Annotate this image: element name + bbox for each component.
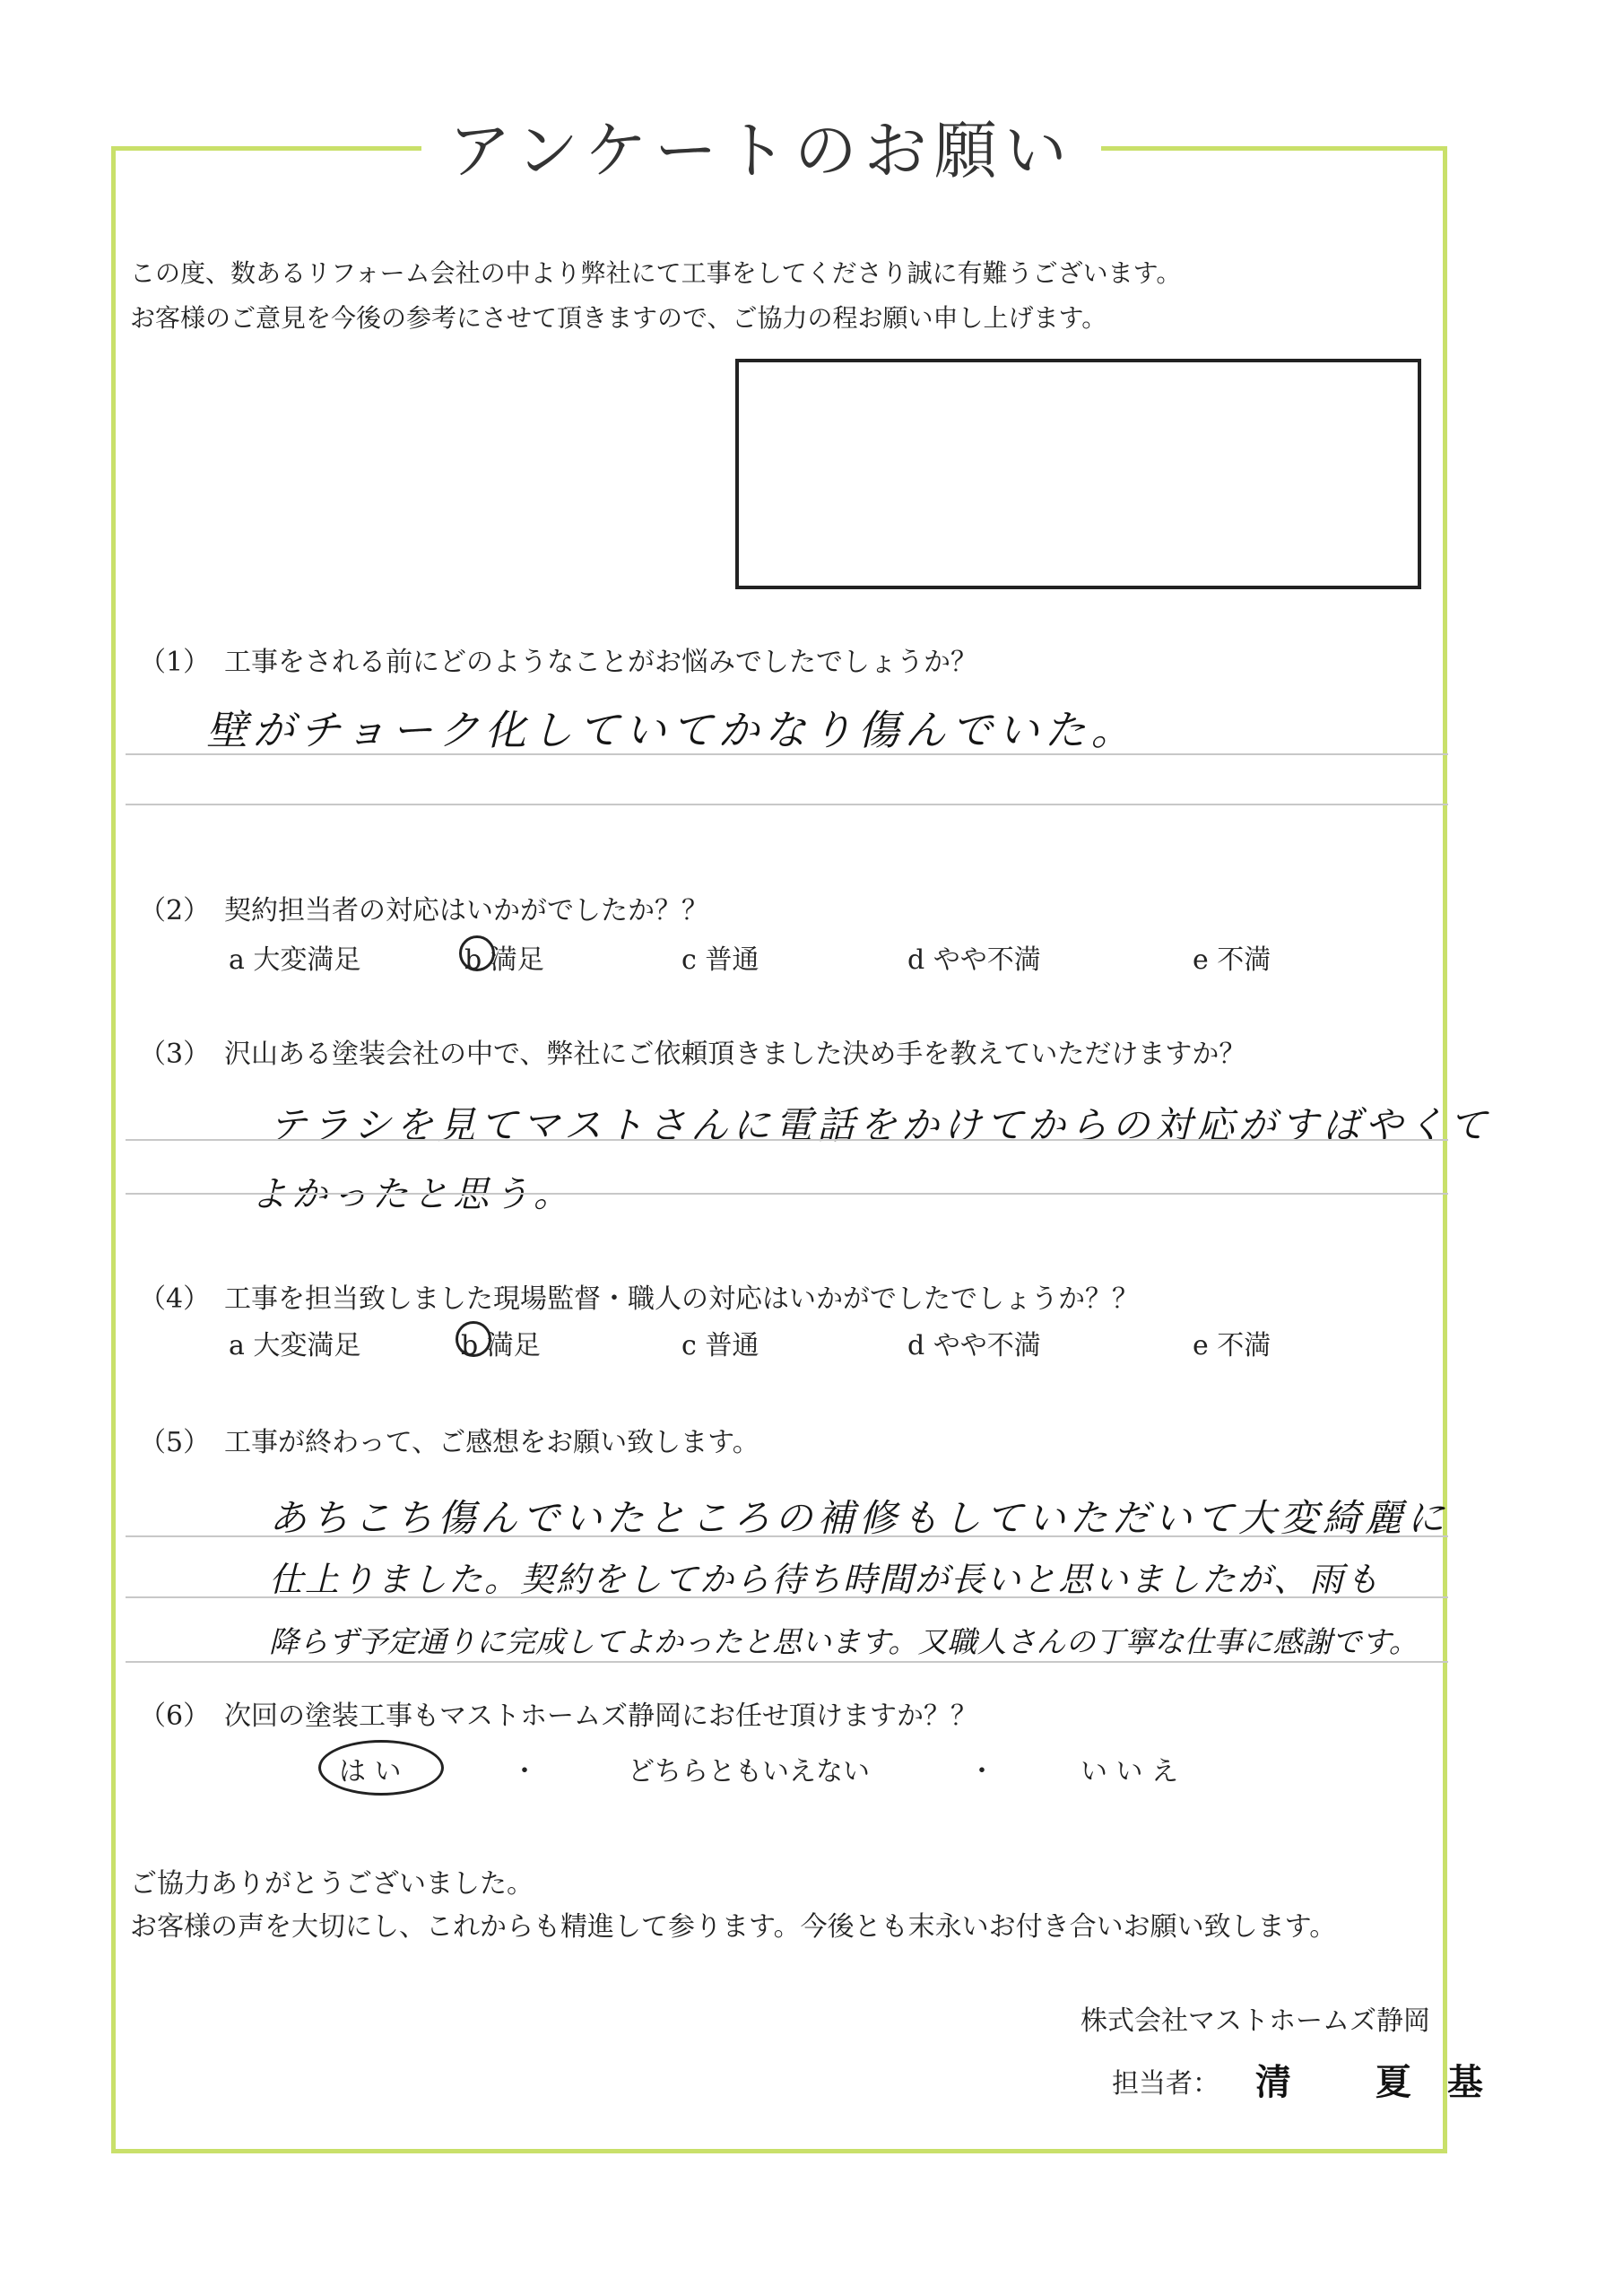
page-title: アンケートのお願い — [421, 106, 1101, 196]
answer-5-line-1: あちこち傷んでいたところの補修もしていただいて大変綺麗に — [269, 1496, 1450, 1540]
option-d: d やや不満 — [907, 944, 1041, 976]
option-neither: どちらともいえない — [628, 1756, 870, 1787]
question-number: （1） — [139, 647, 211, 678]
question-1 — [139, 639, 977, 679]
answer-3-line-1: テラシを見てマストさんに電話をかけてからの対応がすばやくて — [269, 1103, 1492, 1147]
question-2 — [139, 888, 708, 927]
staff-name: 清 夏基 — [1255, 2061, 1519, 2103]
question-text: 工事をされる前にどのようなことがお悩みでしたでしょうか？ — [224, 647, 977, 678]
option-c: c 普通 — [681, 944, 759, 976]
option-no: い い え — [1081, 1756, 1179, 1787]
answer-1: 壁がチョーク化していてかなり傷んでいた。 — [206, 706, 1138, 754]
question-number: （2） — [139, 895, 211, 926]
answer-line — [126, 804, 1448, 805]
answer-3-line-2: よかったと思う。 — [251, 1174, 574, 1215]
option-e: e 不満 — [1193, 1330, 1271, 1361]
answer-line — [126, 1139, 1448, 1141]
question-number: （5） — [139, 1427, 211, 1458]
option-b: b 満足 — [461, 1330, 541, 1361]
question-number: （3） — [139, 1039, 211, 1070]
question-text: 契約担当者の対応はいかがでしたか？？ — [224, 895, 708, 926]
company-name: 株式会社マストホームズ静岡 — [1081, 2005, 1430, 2037]
option-b: b 満足 — [464, 944, 544, 976]
answer-5-line-3: 降らず予定通りに完成してよかったと思います。又職人さんの丁寧な仕事に感謝です。 — [269, 1624, 1419, 1659]
question-4 — [139, 1276, 1139, 1316]
answer-line — [126, 1661, 1448, 1663]
answer-5-line-2: 仕上りました。契約をしてから待ち時間が長いと思いましたが、雨も — [269, 1560, 1382, 1599]
option-e: e 不満 — [1193, 944, 1271, 976]
option-c: c 普通 — [681, 1330, 759, 1361]
option-a: a 大変満足 — [229, 1330, 361, 1361]
question-text: 次回の塗装工事もマストホームズ静岡にお任せ頂けますか？？ — [224, 1700, 977, 1732]
answer-line — [126, 1596, 1448, 1598]
option-separator: ・ — [511, 1756, 538, 1787]
option-separator: ・ — [968, 1756, 995, 1787]
option-yes: は い — [339, 1756, 402, 1787]
answer-line — [126, 753, 1448, 755]
option-a: a 大変満足 — [229, 944, 361, 976]
option-d: d やや不満 — [907, 1330, 1041, 1361]
question-text: 工事が終わって、ご感想をお願い致します。 — [224, 1427, 759, 1458]
question-6 — [139, 1693, 977, 1733]
answer-line — [126, 1193, 1448, 1195]
question-text: 沢山ある塗装会社の中で、弊社にご依頼頂きました決め手を教えていただけますか？ — [224, 1039, 1246, 1070]
answer-line — [126, 1535, 1448, 1537]
closing-line-1: ご協力ありがとうございました。 — [130, 1868, 534, 1900]
question-number: （4） — [139, 1283, 211, 1315]
customer-info-box — [735, 359, 1421, 589]
question-3 — [139, 1031, 1245, 1071]
question-number: （6） — [139, 1700, 211, 1732]
intro-line-1: この度、数あるリフォーム会社の中より弊社にて工事をしてくださり誠に有難うございます。 — [130, 258, 1182, 288]
intro-line-2: お客様のご意見を今後の参考にさせて頂きますので、ご協力の程お願い申し上げます。 — [130, 303, 1107, 333]
closing-line-2: お客様の声を大切にし、これからも精進して参ります。今後とも末永いお付き合いお願い致します。 — [130, 1911, 1337, 1943]
question-text: 工事を担当致しました現場監督・職人の対応はいかがでしたでしょうか？？ — [224, 1283, 1139, 1315]
question-5 — [139, 1420, 759, 1459]
staff-label: 担当者： — [1112, 2068, 1219, 2100]
